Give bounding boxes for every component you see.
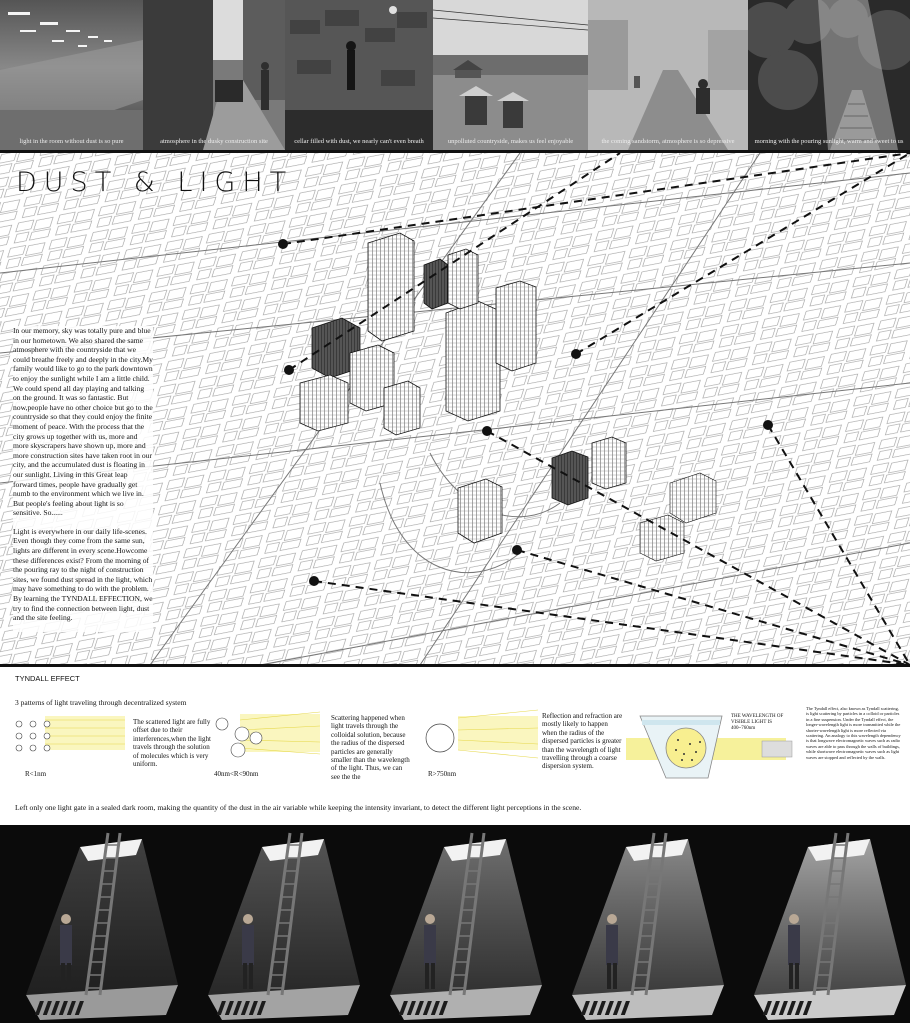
- viewpoint-marker: [512, 545, 522, 555]
- pattern2-text: Scattering happened when light travels through the colloidal solution, because the radius of the dispersed particles are generally smaller than the wavelength of the light. Thus, we can see the the: [331, 714, 410, 781]
- photo-caption: unpolluted countryside, makes us feel enjoyable: [447, 138, 574, 145]
- pattern-small-particles-diagram: [16, 716, 125, 751]
- photo-sandstorm: [588, 0, 748, 150]
- photo-strip: [0, 0, 910, 150]
- photo-caption: cellar filled with dust, we nearly can't even breath: [294, 138, 424, 145]
- experiment-description: Left only one light gate in a sealed dark room, making the quantity of the dust in the air variable while keeping the intensity invariant, to detect the different light perceptions in the scene.: [15, 803, 582, 812]
- light-renders-strip: [0, 825, 910, 1023]
- photo-caption: atmosphere in the dusky construction site: [160, 138, 268, 145]
- tyndall-section: [0, 668, 910, 823]
- tyndall-heading: TYNDALL EFFECT: [15, 674, 80, 683]
- story-paragraph: In our memory, sky was totally pure and blue in our hometown. We also shared the same atmosphere with the countryside that we could breathe freely and deeply in the city.My family would like to go to the park downtown to enjoy the sunlight while I am a little child. We could spend all day playing and talking on the ground. It was so fantastic. But now,people have no other choice but go to the countryside so that they could enjoy the finite moment of peace. With the process that the city grows up together with us, more and more skyscrapers have shown up, more and more construction sites have taken root in our city, and the accumulated dust is floating in our sunlight. Living in this Great leap forward times, people have gradually get numb to the environment which we live in. But people's feeling about light is so sensitive. So......: [13, 326, 153, 518]
- wavelength-note: THE WAVELENGTH OF VISIBLE LIGHT IS 400~760nm: [731, 714, 784, 731]
- photo-caption: morning with the pouring sunlight, warm and sweet to us: [754, 138, 904, 145]
- viewpoint-marker: [482, 426, 492, 436]
- pattern-colloid-diagram: [216, 712, 320, 757]
- viewpoint-marker: [309, 576, 319, 586]
- viewpoint-marker: [278, 239, 288, 249]
- story-paragraph: Light is everywhere in our daily life-scenes. Even though they come from the same sun, lights are different in every scene.Howcome these differences exist? From the morning of the pouring ray to the night of construction sites, we found dust spread in the light, which may have something to do with the problem. By learning the TYNDALL EFFECTION, we try to find the connection between light, dust and the site feeling.: [13, 526, 153, 623]
- cellar-image: [285, 0, 433, 150]
- sandstorm-image: [588, 0, 748, 150]
- pattern2-label: 40nm<R<90nm: [214, 770, 259, 778]
- tyndall-explanation: The Tyndall effect, also known as Tyndall scattering, is light scattering by particles in a colloid or particles in a fine suspension. Under the Tyndall effect, the longer-wavelength light is more transmitted while the shorter-wavelength light is more reflected via scattering. An analogy to this wavelength dependency is that longwave electromagnetic waves such as radio waves are able to pass through the walls of buildings, while shortwave electromagnetic waves such as light waves are stopped and reflected by the walls.: [806, 706, 901, 760]
- countryside-image: [433, 0, 588, 150]
- construction-street-image: [143, 0, 285, 150]
- pattern3-text: Reflection and refraction are mostly likely to happen when the radius of the dispersed particles is greater than the wavelength of light travelling through a coarse dispersion system.: [542, 712, 623, 771]
- photo-morning-sunlight: [748, 0, 910, 150]
- viewpoint-marker: [284, 365, 294, 375]
- photo-construction-site: [143, 0, 285, 150]
- dark-room-render: [0, 825, 182, 1023]
- dark-room-render: [182, 825, 364, 1023]
- viewpoint-marker: [763, 420, 773, 430]
- morning-forest-image: [748, 0, 910, 150]
- lit-room-image: [0, 0, 143, 150]
- photo-cellar: [285, 0, 433, 150]
- photo-countryside: [433, 0, 588, 150]
- city-map-section: [0, 153, 910, 665]
- viewpoint-marker: [571, 349, 581, 359]
- tyndall-subheading: 3 patterns of light traveling through decentralized system: [15, 698, 187, 707]
- divider: [0, 664, 910, 667]
- photo-caption: light in the room without dust is so pure: [19, 138, 124, 145]
- pattern3-label: R>750nm: [428, 770, 457, 778]
- page-title: DUST & LIGHT: [16, 167, 294, 198]
- pattern1-text: The scattered light are fully offset due to their interferences,when the light travels through the solution of molecules which is very uniform.: [133, 718, 211, 769]
- dark-room-render: [546, 825, 728, 1023]
- pattern1-label: R<1nm: [25, 770, 47, 778]
- story-text: [13, 326, 153, 632]
- photo-lit-room: [0, 0, 143, 150]
- dark-room-render: [728, 825, 910, 1023]
- dark-room-render: [364, 825, 546, 1023]
- photo-caption: the coming sandstorm, atmosphere is so depressive: [601, 138, 735, 145]
- pattern-coarse-dispersion-diagram: [426, 710, 538, 758]
